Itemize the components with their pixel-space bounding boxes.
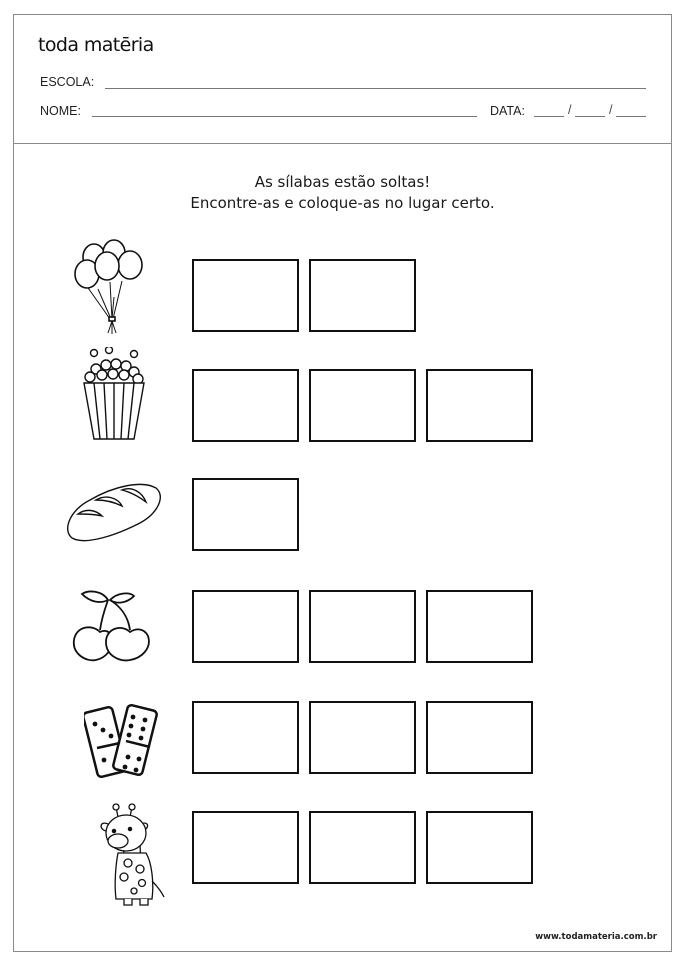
date-day-field[interactable] [534, 116, 564, 117]
dominoes-icon [84, 703, 164, 781]
syllable-box[interactable] [192, 259, 299, 332]
instructions [0, 172, 685, 214]
school-label: ESCOLA: [40, 75, 95, 89]
date-month-field[interactable] [575, 116, 605, 117]
syllable-box[interactable] [309, 811, 416, 884]
syllable-box[interactable] [192, 369, 299, 442]
syllable-box[interactable] [426, 701, 533, 774]
exercise-row-cherries [0, 590, 685, 664]
exercise-row-balloons [0, 259, 685, 333]
date-separator: / [568, 103, 572, 117]
syllable-box[interactable] [192, 701, 299, 774]
exercise-row-giraffe [0, 811, 685, 885]
giraffe-icon [96, 803, 168, 907]
footer-url: www.todamateria.com.br [535, 932, 657, 942]
balloons-icon [72, 237, 148, 335]
popcorn-icon [82, 347, 146, 443]
syllable-box[interactable] [426, 369, 533, 442]
syllable-box[interactable] [192, 811, 299, 884]
date-label: DATA: [490, 104, 525, 118]
cherries-icon [72, 586, 160, 666]
syllable-box[interactable] [426, 811, 533, 884]
exercise-row-bread [0, 478, 685, 552]
exercise-row-popcorn [0, 369, 685, 443]
exercise-row-dominoes [0, 701, 685, 775]
syllable-box[interactable] [192, 590, 299, 663]
syllable-box[interactable] [192, 478, 299, 551]
brand-logo: toda matēria [38, 34, 154, 56]
syllable-box[interactable] [309, 259, 416, 332]
name-field[interactable] [92, 116, 477, 117]
syllable-box[interactable] [309, 590, 416, 663]
instruction-line-2: Encontre-as e coloque-as no lugar certo. [190, 194, 495, 212]
syllable-box[interactable] [309, 369, 416, 442]
school-field[interactable] [105, 88, 646, 89]
bread-icon [66, 480, 164, 544]
syllable-box[interactable] [309, 701, 416, 774]
name-label: NOME: [40, 104, 81, 118]
instruction-line-1: As sílabas estão soltas! [254, 173, 431, 191]
date-year-field[interactable] [616, 116, 646, 117]
syllable-box[interactable] [426, 590, 533, 663]
date-separator: / [609, 103, 613, 117]
header-divider [14, 143, 671, 144]
